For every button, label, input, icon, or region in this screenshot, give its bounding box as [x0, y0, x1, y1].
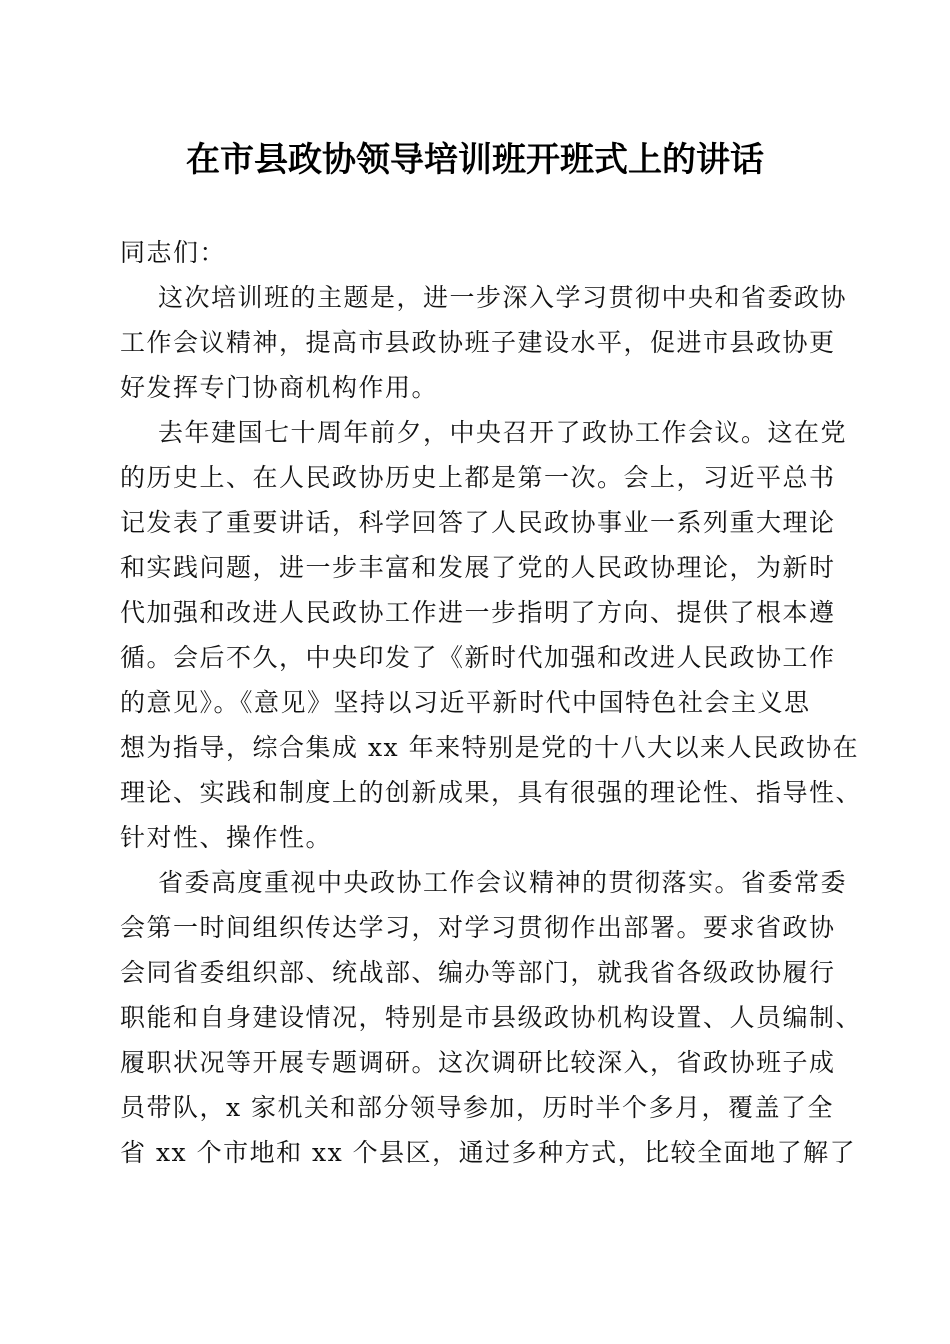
paragraph-line: 履职状况等开展专题调研。这次调研比较深入，省政协班子成 — [120, 1048, 836, 1077]
paragraph-line: 理论、实践和制度上的创新成果，具有很强的理论性、指导性、 — [120, 778, 863, 807]
paragraph-line: 省委高度重视中央政协工作会议精神的贯彻落实。省委常委 — [158, 868, 848, 897]
paragraph-line: 会第一时间组织传达学习，对学习贯彻作出部署。要求省政协 — [120, 913, 836, 942]
paragraph-3 — [120, 860, 863, 1175]
paragraph-line: 这次培训班的主题是，进一步深入学习贯彻中央和省委政协 — [158, 283, 848, 312]
paragraph-line: 想为指导，综合集成 xx 年来特别是党的十八大以来人民政协在 — [120, 733, 860, 762]
paragraph-line: 好发挥专门协商机构作用。 — [120, 373, 439, 402]
paragraph-line: 代加强和改进人民政协工作进一步指明了方向、提供了根本遵 — [120, 598, 836, 627]
paragraph-1 — [120, 275, 848, 410]
paragraph-line: 循。会后不久，中央印发了《新时代加强和改进人民政协工作 — [120, 643, 836, 672]
paragraph-line: 去年建国七十周年前夕，中央召开了政协工作会议。这在党 — [158, 418, 848, 447]
paragraph-2 — [120, 410, 863, 860]
salutation: 同志们： — [120, 238, 227, 267]
paragraph-line: 省 xx 个市地和 xx 个县区，通过多种方式，比较全面地了解了 — [120, 1138, 857, 1167]
paragraph-line: 和实践问题，进一步丰富和发展了党的人民政协理论，为新时 — [120, 553, 836, 582]
paragraph-line: 工作会议精神，提高市县政协班子建设水平，促进市县政协更 — [120, 328, 836, 357]
document-body — [120, 230, 863, 1175]
paragraph-line: 的意见》。《意见》坚持以习近平新时代中国特色社会主义思 — [120, 688, 811, 717]
paragraph-line: 的历史上、在人民政协历史上都是第一次。会上，习近平总书 — [120, 463, 836, 492]
paragraph-line: 针对性、操作性。 — [120, 823, 333, 852]
paragraph-line: 记发表了重要讲话，科学回答了人民政协事业一系列重大理论 — [120, 508, 836, 537]
document-title: 在市县政协领导培训班开班式上的讲话 — [186, 140, 764, 180]
paragraph-line: 职能和自身建设情况，特别是市县级政协机构设置、人员编制、 — [120, 1003, 863, 1032]
paragraph-line: 会同省委组织部、统战部、编办等部门，就我省各级政协履行 — [120, 958, 836, 987]
paragraph-line: 员带队，x 家机关和部分领导参加，历时半个多月，覆盖了全 — [120, 1093, 835, 1122]
